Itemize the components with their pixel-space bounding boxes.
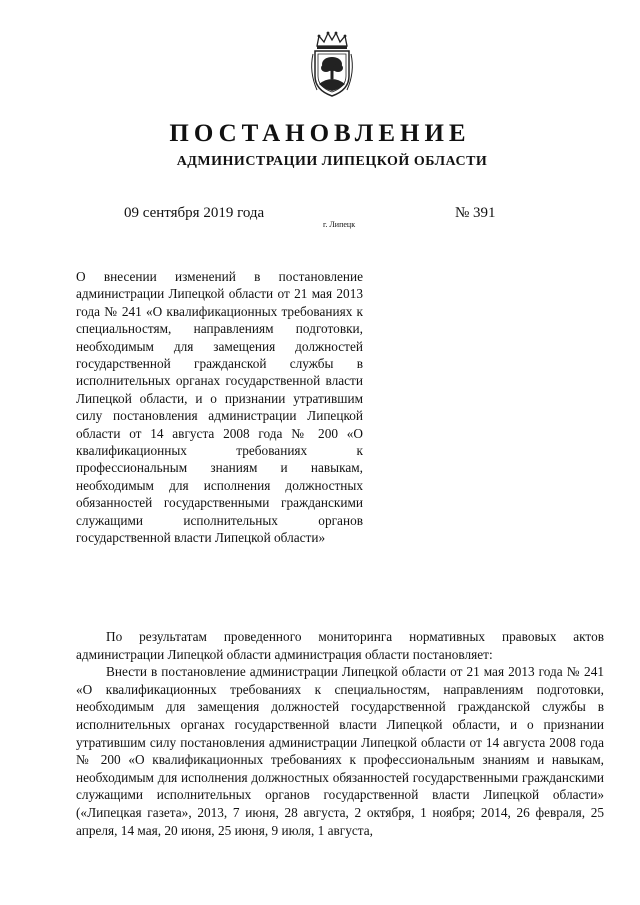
body-paragraph-2: Внести в постановление администрации Липецкой области от 21 мая 2013 года № 241 «О квалификационных требованиях к специальностям, направлениям подготовки, необходимым для замещения должностей государственной гражданской службы в исполнительных органах государственной власти Липецкой области, и о признании утратившим силу постановления администрации Липецкой области от 14 августа 2008 года № 200 «О квалификационных требованиях к профессиональным знаниям и навыкам, необходимым для исполнения должностных обязанностей государственными гражданскими служащими исполнительных органов государственной власти Липецкой области» («Липецкая газета», 2013, 7 июня, 28 августа, 2 октября, 1 ноября; 2014, 26 февраля, 25 апреля, 14 мая, 20 июня, 25 июня, 9 июля, 1 августа,: [76, 664, 604, 838]
document-title: ПОСТАНОВЛЕНИЕ: [169, 120, 471, 147]
document-body: [76, 628, 604, 839]
document-city: г. Липецк: [323, 220, 356, 229]
issuing-authority: АДМИНИСТРАЦИИ ЛИПЕЦКОЙ ОБЛАСТИ: [176, 154, 488, 169]
document-date: 09 сентября 2019 года: [124, 205, 265, 221]
body-paragraph-1: По результатам проведенного мониторинга нормативных правовых актов администрации Липецкой области администрация области постановляет:: [76, 629, 604, 662]
document-subject: О внесении изменений в постановление администрации Липецкой области от 21 мая 2013 года № 241 «О квалификационных требованиях к специальностям, направлениям подготовки, необходимым для замещения должностей государственной гражданской службы в исполнительных органах государственной власти Липецкой области, и о признании утратившим силу постановления администрации Липецкой области от 14 августа 2008 года № 200 «О квалификационных требованиях к профессиональным знаниям и навыкам, необходимым для исполнения должностных обязанностей государственными гражданскими служащими исполнительных органов государственной власти Липецкой области»: [76, 269, 363, 546]
document-number: № 391: [455, 205, 496, 221]
coat-of-arms-icon: [307, 30, 357, 100]
